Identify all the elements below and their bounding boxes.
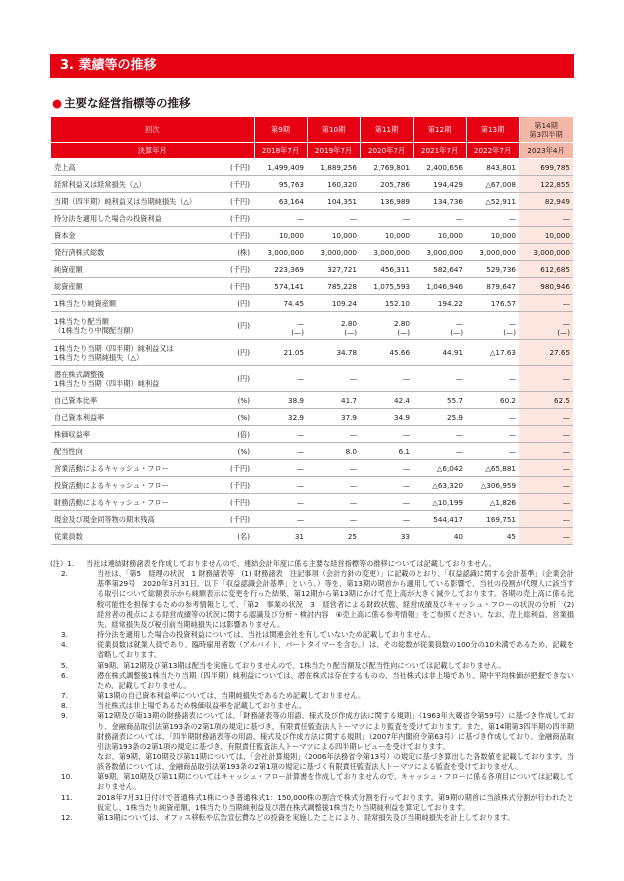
row-value: 27.65 [519, 340, 573, 366]
row-value: 44.91 [413, 340, 466, 366]
footnote-item [50, 691, 574, 701]
row-label: 1株当たり純資産額 [51, 295, 219, 312]
footnote-item [50, 559, 574, 569]
footnote-text: 潜在株式調整後1株当たり当期（四半期）純利益については、潜在株式は存在するものの、当社株式は非上場であり、期中平均株価が把握できないため、記載しておりません。 [97, 670, 574, 690]
row-value: 699,785 [519, 159, 573, 176]
row-value: — [466, 366, 519, 392]
row-value: △1,826 [466, 494, 519, 511]
row-value: — [413, 366, 466, 392]
footnote-number: 8. [61, 701, 68, 711]
row-label: 財務活動によるキャッシュ・フロー [51, 494, 219, 511]
row-value: — [254, 511, 307, 528]
section-title-bar [50, 54, 574, 78]
row-unit: (千円) [219, 159, 254, 176]
table-row [51, 278, 573, 295]
row-value: 10,000 [466, 227, 519, 244]
row-label: 配当性向 [51, 443, 219, 460]
row-value: 612,685 [519, 261, 573, 278]
header-period-name: 第13期 [466, 117, 519, 143]
row-unit: (%) [219, 443, 254, 460]
row-value: — [254, 494, 307, 511]
footnote-number: 4. [61, 640, 68, 650]
row-label: 潜在株式調整後 1株当たり当期（四半期）純利益 [51, 366, 219, 392]
footnote-number: 10. [61, 772, 73, 782]
row-value: 176.57 [466, 295, 519, 312]
table-row [51, 210, 573, 227]
row-label: 現金及び現金同等物の期末残高 [51, 511, 219, 528]
row-value: 38.9 [254, 392, 307, 409]
row-value: △63,320 [413, 477, 466, 494]
row-value: 134,736 [413, 193, 466, 210]
row-unit: (千円) [219, 193, 254, 210]
row-value: 582,647 [413, 261, 466, 278]
row-value: — [519, 494, 573, 511]
footnote-text: 第13期の自己資本利益率については、当期純損失であるため記載しておりません。 [97, 691, 366, 701]
row-value: △10,199 [413, 494, 466, 511]
row-label: 持分法を適用した場合の投資利益 [51, 210, 219, 227]
row-unit: (円) [219, 366, 254, 392]
row-value: — [254, 477, 307, 494]
footnote-item [50, 813, 574, 823]
row-value: 104,351 [307, 193, 360, 210]
row-value: — [307, 426, 360, 443]
row-unit: (千円) [219, 278, 254, 295]
row-label: 総資産額 [51, 278, 219, 295]
row-value: — [360, 477, 413, 494]
header-period-name: 第11期 [360, 117, 413, 143]
row-value: — [307, 366, 360, 392]
row-value: 136,989 [360, 193, 413, 210]
row-value: — [413, 210, 466, 227]
row-label: 従業員数 [51, 528, 219, 545]
row-value: △306,959 [466, 477, 519, 494]
table-row [51, 426, 573, 443]
row-value: 879,647 [466, 278, 519, 295]
row-value: — [360, 494, 413, 511]
footnote-item [50, 630, 574, 640]
footnote-item [50, 569, 574, 630]
row-value [519, 312, 573, 340]
table-row [51, 295, 573, 312]
row-value [307, 312, 360, 340]
row-value: — [519, 210, 573, 227]
row-value: 32.9 [254, 409, 307, 426]
row-value: 109.24 [307, 295, 360, 312]
row-value: — [254, 366, 307, 392]
row-unit: (名) [219, 528, 254, 545]
table-row [51, 193, 573, 210]
row-value: — [254, 443, 307, 460]
value-sub: (—) [503, 328, 517, 337]
row-value: 327,721 [307, 261, 360, 278]
row-value: 45 [466, 528, 519, 545]
row-label: 営業活動によるキャッシュ・フロー [51, 460, 219, 477]
row-value: 169,751 [466, 511, 519, 528]
row-value: — [519, 511, 573, 528]
table-row [51, 159, 573, 176]
row-unit: (千円) [219, 494, 254, 511]
row-unit: (千円) [219, 227, 254, 244]
table-row [51, 227, 573, 244]
row-value: 843,801 [466, 159, 519, 176]
value-main: 2.80 [341, 319, 358, 328]
footnote-item [50, 772, 574, 792]
row-value [466, 312, 519, 340]
row-label: 発行済株式総数 [51, 244, 219, 261]
row-value: — [360, 460, 413, 477]
row-label: 自己資本利益率 [51, 409, 219, 426]
row-value: 980,946 [519, 278, 573, 295]
row-value: — [307, 494, 360, 511]
row-value: 60.2 [466, 392, 519, 409]
row-value [254, 312, 307, 340]
row-value: 42.4 [360, 392, 413, 409]
row-value: 82,949 [519, 193, 573, 210]
footnote-text: 第13期については、オフィス移転や広告宣伝費などの投資を実施したことにより、経常損失及び当期純損失を計上しております。 [97, 812, 515, 822]
row-value: 1,889,256 [307, 159, 360, 176]
row-label: 当期（四半期）純利益又は当期純損失（△） [51, 193, 219, 210]
table-row [51, 340, 573, 366]
header-period-name: 第12期 [413, 117, 466, 143]
row-value: — [519, 295, 573, 312]
row-value [413, 312, 466, 340]
row-value: 33 [360, 528, 413, 545]
row-value: 205,786 [360, 176, 413, 193]
row-value: 544,417 [413, 511, 466, 528]
row-label: 自己資本比率 [51, 392, 219, 409]
row-value: — [519, 426, 573, 443]
row-value: — [360, 511, 413, 528]
sub-title-text: 主要な経営指標等の推移 [64, 96, 191, 110]
row-value: 160,320 [307, 176, 360, 193]
footnote-number: 3. [61, 630, 68, 640]
footnote-text: 当社株式は非上場であるため株価収益率を記載しておりません。 [97, 701, 306, 711]
row-value: 25 [307, 528, 360, 545]
row-value: — [360, 210, 413, 227]
row-label: 純資産額 [51, 261, 219, 278]
row-value: 3,000,000 [254, 244, 307, 261]
row-value: 1,046,946 [413, 278, 466, 295]
row-value: — [519, 443, 573, 460]
header-row-period [51, 117, 573, 143]
row-value: 574,141 [254, 278, 307, 295]
row-value: 10,000 [360, 227, 413, 244]
table-row [51, 443, 573, 460]
row-value: 25.9 [413, 409, 466, 426]
value-sub: (—) [291, 328, 305, 337]
row-value: — [307, 511, 360, 528]
row-value: 194,429 [413, 176, 466, 193]
financial-indicators-table [51, 117, 574, 545]
value-main: — [508, 319, 517, 328]
footnote-text: 当社は連結財務諸表を作成しておりませんので、連結会計年度に係る主要な経営指標等の推移については記載しておりません。 [86, 559, 496, 568]
row-value: △6,042 [413, 460, 466, 477]
value-sub: (—) [344, 328, 358, 337]
row-value: 529,736 [466, 261, 519, 278]
row-unit: (円) [219, 312, 254, 340]
row-value: 3,000,000 [360, 244, 413, 261]
row-label: 1株当たり配当額 （1株当たり中間配当額） [51, 312, 219, 340]
header-period-name: 第10期 [307, 117, 360, 143]
row-value: 21.05 [254, 340, 307, 366]
row-value: 3,000,000 [466, 244, 519, 261]
row-label: 資本金 [51, 227, 219, 244]
row-value: — [519, 366, 573, 392]
header-row-date [51, 143, 573, 159]
table-row [51, 244, 573, 261]
row-value: — [466, 426, 519, 443]
row-value: 41.7 [307, 392, 360, 409]
footnote-text: 第12期及び第13期の財務諸表については、「財務諸表等の用語、様式及び作成方法に関する規則」（1963年大蔵省令第59号）に基づき作成しており、金融商品取引法第193条の2第1項の規定に基づき、有限責任監査法人トーマツにより監査を受けております。また、第14期第3四半期の四半期財務諸表については、「四半期財務諸表等の用語、様式及び作成方法に関する規則」（2007年内閣府令第63号）に基づき作成しており、金融商品取引法第193条の2第1項の規定に基づき、有限責任監査法人トーマツによる四半期レビューを受けております。 なお、第9期、第10期及び第11期については、「会社計算規則」（2006年法務省令第13号）の規定に基づき算出した各数値を記載しております。当該各数値については、金融商品取引法第193条の2第1項の規定に基づく有限責任監査法人トーマツによる監査を受けておりません。 [97, 711, 574, 772]
row-unit: (千円) [219, 261, 254, 278]
row-value: — [307, 460, 360, 477]
row-value: 74.45 [254, 295, 307, 312]
row-value: △52,911 [466, 193, 519, 210]
row-value: — [360, 366, 413, 392]
footnote-item [50, 793, 574, 813]
row-value: △65,881 [466, 460, 519, 477]
row-unit: (円) [219, 340, 254, 366]
footnote-item [50, 661, 574, 671]
row-unit: (千円) [219, 460, 254, 477]
row-value: 152.10 [360, 295, 413, 312]
row-unit: (%) [219, 409, 254, 426]
row-value: 62.5 [519, 392, 573, 409]
row-value: 194.22 [413, 295, 466, 312]
table-row [51, 477, 573, 494]
table-header [51, 117, 573, 159]
footnote-text: 第9期、第12期及び第13期は配当を実施しておりませんので、1株当たり配当額及び配当性向については記載しておりません。 [97, 660, 506, 670]
header-period-date: 2019年7月 [307, 143, 360, 159]
value-sub: (—) [450, 328, 464, 337]
table-row [51, 460, 573, 477]
row-value: 785,228 [307, 278, 360, 295]
row-value: — [254, 460, 307, 477]
row-value: — [466, 443, 519, 460]
table-row [51, 312, 573, 340]
row-value: — [413, 426, 466, 443]
row-value: 456,311 [360, 261, 413, 278]
row-value: 45.66 [360, 340, 413, 366]
row-value: 34.78 [307, 340, 360, 366]
row-label: 1株当たり当期（四半期）純利益又は 1株当たり当期純損失（△） [51, 340, 219, 366]
row-label: 株価収益率 [51, 426, 219, 443]
footnote-number: 12. [61, 812, 73, 822]
header-period-date: 2023年4月 [519, 143, 573, 159]
header-label-period: 回次 [51, 117, 254, 143]
row-value: — [254, 210, 307, 227]
row-value: 3,000,000 [519, 244, 573, 261]
footnote-number: (注）1. [50, 559, 75, 568]
row-value: △67,008 [466, 176, 519, 193]
row-value: 8.0 [307, 443, 360, 460]
row-value: — [307, 210, 360, 227]
footnote-item [50, 671, 574, 691]
footnote-number: 9. [61, 711, 68, 721]
row-value: — [360, 426, 413, 443]
table-row [51, 176, 573, 193]
row-value: — [519, 460, 573, 477]
sub-title [52, 95, 191, 111]
table-row [51, 528, 573, 545]
footnote-number: 2. [61, 569, 68, 579]
row-value: △17.63 [466, 340, 519, 366]
row-unit: (千円) [219, 511, 254, 528]
row-label: 売上高 [51, 159, 219, 176]
row-unit: (千円) [219, 176, 254, 193]
footnote-item [50, 711, 574, 772]
row-value: 2,400,656 [413, 159, 466, 176]
row-value: — [413, 443, 466, 460]
header-period-date: 2021年7月 [413, 143, 466, 159]
value-main: 2.80 [394, 319, 411, 328]
row-value: 10,000 [307, 227, 360, 244]
footnote-number: 7. [61, 691, 68, 701]
row-label: 投資活動によるキャッシュ・フロー [51, 477, 219, 494]
footnote-text: 2018年7月31日付けで普通株式1株につき普通株式1：150,000株の割合で株式分割を行っております。第9期の期首に当該株式分割が行われたと仮定し、1株当たり純資産額、1株当たり当期純利益及び潜在株式調整後1株当たり当期純利益を算定しております。 [97, 792, 574, 812]
value-sub: (—) [397, 328, 411, 337]
section-title: 3. 業績等の推移 [60, 58, 157, 73]
header-period-date: 2018年7月 [254, 143, 307, 159]
header-period-name: 第9期 [254, 117, 307, 143]
footnote-number: 5. [61, 660, 68, 670]
row-value: 10,000 [254, 227, 307, 244]
footnotes [50, 559, 574, 823]
row-value: — [519, 409, 573, 426]
value-sub: (—) [557, 328, 571, 337]
table-row [51, 494, 573, 511]
row-value: 223,369 [254, 261, 307, 278]
value-main: — [455, 319, 464, 328]
row-value: 31 [254, 528, 307, 545]
footnote-item [50, 701, 574, 711]
row-value: 6.1 [360, 443, 413, 460]
footnote-item [50, 640, 574, 660]
row-value [360, 312, 413, 340]
footnote-text: 第9期、第10期及び第11期についてはキャッシュ・フロー計算書を作成しておりませんので、キャッシュ・フローに係る各項目については記載しておりません。 [97, 772, 574, 792]
row-unit: (千円) [219, 477, 254, 494]
row-value: 63,164 [254, 193, 307, 210]
row-value: 1,075,593 [360, 278, 413, 295]
value-main: — [562, 319, 571, 328]
row-value: 2,769,801 [360, 159, 413, 176]
row-unit: (%) [219, 392, 254, 409]
footnote-text: 持分法を適用した場合の投資利益については、当社は関連会社を有していないため記載しておりません。 [97, 630, 436, 640]
footnote-number: 6. [61, 670, 68, 680]
row-value: 1,499,409 [254, 159, 307, 176]
row-value: — [519, 477, 573, 494]
row-value: 37.9 [307, 409, 360, 426]
row-unit: (倍) [219, 426, 254, 443]
row-value: 3,000,000 [307, 244, 360, 261]
row-value: — [519, 528, 573, 545]
row-unit: (千円) [219, 210, 254, 227]
table-row [51, 392, 573, 409]
row-value: — [466, 210, 519, 227]
value-main: — [296, 319, 305, 328]
row-value: — [254, 426, 307, 443]
bullet-dot-icon: ● [52, 96, 63, 110]
row-value: 122,855 [519, 176, 573, 193]
row-value: — [307, 477, 360, 494]
footnote-number: 11. [61, 792, 73, 802]
header-label-date: 決算年月 [51, 143, 254, 159]
row-value: 10,000 [413, 227, 466, 244]
row-value: 10,000 [519, 227, 573, 244]
row-value: — [466, 409, 519, 426]
table-row [51, 409, 573, 426]
footnote-text: 従業員数は就業人員であり、臨時雇用者数（アルバイト、パートタイマーを含む。）は、その総数が従業員数の100分の10未満であるため、記載を省略しております。 [97, 640, 574, 660]
row-value: 40 [413, 528, 466, 545]
footnote-text: 当社は、「第5 経理の状況 1 財務諸表等 (1) 財務諸表 注記事項（会計方針の変更）」に記載のとおり、「収益認識に関する会計基準」（企業会計基準第29号 2020年3月31日。以下「収益認識会計基準」という。）等を、第13期の期首から適用している影響で、当社の役割が代理人に該当する取引について総額表示から純額表示に変更を行った結果、第12期から第13期にかけて売上高が大きく減少しております。各期の売上高に係る比較可能性を担保するための参考情報として、「第2 事業の状況 3 経営者による財政状態、経営成績及びキャッシュ・フローの状況の分析 (2) 経営者の視点による経営成績等の状況に関する認識及び分析・検討内容 ⑥売上高に係る参考情報」をご参照ください。なお、売上総利益、営業損失、経常損失及び税引前当期純損失には影響ありません。 [97, 569, 574, 629]
table-body [51, 159, 573, 545]
row-unit: (円) [219, 295, 254, 312]
table-row [51, 511, 573, 528]
row-unit: (株) [219, 244, 254, 261]
row-value: 95,763 [254, 176, 307, 193]
table-row [51, 261, 573, 278]
table-row [51, 366, 573, 392]
row-value: 34.9 [360, 409, 413, 426]
row-value: 3,000,000 [413, 244, 466, 261]
header-period-date: 2020年7月 [360, 143, 413, 159]
row-label: 経常利益又は経常損失（△） [51, 176, 219, 193]
header-period-name: 第14期 第3四半期 [519, 117, 573, 143]
header-period-date: 2022年7月 [466, 143, 519, 159]
row-value: 55.7 [413, 392, 466, 409]
